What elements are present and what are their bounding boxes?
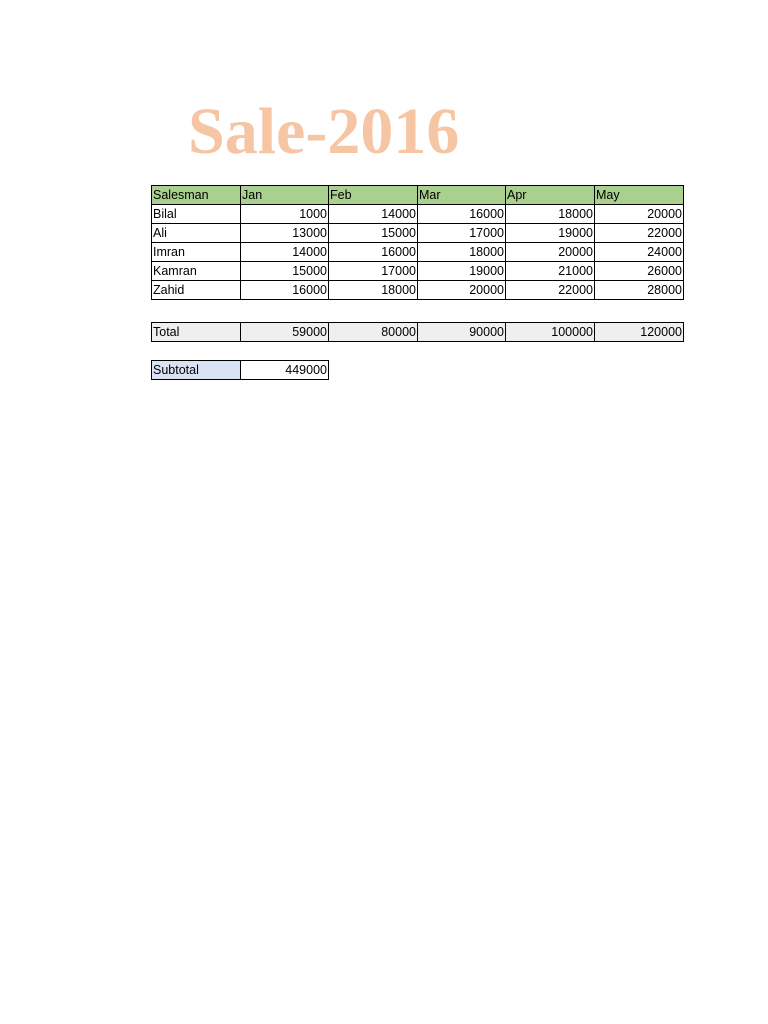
salesman-cell[interactable]: Bilal bbox=[152, 205, 241, 224]
header-cell-jan[interactable]: Jan bbox=[241, 186, 329, 205]
sales-table bbox=[151, 185, 684, 300]
totals-table bbox=[151, 322, 684, 342]
salesman-cell[interactable]: Ali bbox=[152, 224, 241, 243]
value-cell[interactable]: 22000 bbox=[595, 224, 684, 243]
value-cell[interactable]: 15000 bbox=[241, 262, 329, 281]
total-label-cell[interactable]: Total bbox=[152, 323, 241, 342]
header-cell-salesman[interactable]: Salesman bbox=[152, 186, 241, 205]
value-cell[interactable]: 18000 bbox=[418, 243, 506, 262]
value-cell[interactable]: 21000 bbox=[506, 262, 595, 281]
header-cell-feb[interactable]: Feb bbox=[329, 186, 418, 205]
header-cell-mar[interactable]: Mar bbox=[418, 186, 506, 205]
total-row bbox=[152, 323, 684, 342]
value-cell[interactable]: 20000 bbox=[595, 205, 684, 224]
value-cell[interactable]: 15000 bbox=[329, 224, 418, 243]
table-row bbox=[152, 224, 684, 243]
total-value-cell[interactable]: 100000 bbox=[506, 323, 595, 342]
value-cell[interactable]: 26000 bbox=[595, 262, 684, 281]
value-cell[interactable]: 28000 bbox=[595, 281, 684, 300]
value-cell[interactable]: 22000 bbox=[506, 281, 595, 300]
value-cell[interactable]: 24000 bbox=[595, 243, 684, 262]
value-cell[interactable]: 18000 bbox=[506, 205, 595, 224]
salesman-cell[interactable]: Zahid bbox=[152, 281, 241, 300]
table-row bbox=[152, 281, 684, 300]
value-cell[interactable]: 18000 bbox=[329, 281, 418, 300]
value-cell[interactable]: 20000 bbox=[418, 281, 506, 300]
total-value-cell[interactable]: 120000 bbox=[595, 323, 684, 342]
value-cell[interactable]: 1000 bbox=[241, 205, 329, 224]
header-cell-apr[interactable]: Apr bbox=[506, 186, 595, 205]
total-value-cell[interactable]: 80000 bbox=[329, 323, 418, 342]
subtotal-value-cell[interactable]: 449000 bbox=[241, 361, 329, 380]
header-row bbox=[152, 186, 684, 205]
value-cell[interactable]: 19000 bbox=[418, 262, 506, 281]
subtotal-table bbox=[151, 360, 329, 380]
value-cell[interactable]: 14000 bbox=[241, 243, 329, 262]
table-row bbox=[152, 243, 684, 262]
value-cell[interactable]: 13000 bbox=[241, 224, 329, 243]
table-row bbox=[152, 262, 684, 281]
value-cell[interactable]: 16000 bbox=[418, 205, 506, 224]
value-cell[interactable]: 20000 bbox=[506, 243, 595, 262]
value-cell[interactable]: 16000 bbox=[329, 243, 418, 262]
value-cell[interactable]: 16000 bbox=[241, 281, 329, 300]
subtotal-label-cell[interactable]: Subtotal bbox=[152, 361, 241, 380]
table-row bbox=[152, 205, 684, 224]
header-cell-may[interactable]: May bbox=[595, 186, 684, 205]
total-value-cell[interactable]: 90000 bbox=[418, 323, 506, 342]
value-cell[interactable]: 14000 bbox=[329, 205, 418, 224]
total-value-cell[interactable]: 59000 bbox=[241, 323, 329, 342]
salesman-cell[interactable]: Imran bbox=[152, 243, 241, 262]
value-cell[interactable]: 17000 bbox=[329, 262, 418, 281]
value-cell[interactable]: 17000 bbox=[418, 224, 506, 243]
salesman-cell[interactable]: Kamran bbox=[152, 262, 241, 281]
page-title: Sale-2016 bbox=[188, 95, 460, 168]
subtotal-row bbox=[152, 361, 329, 380]
value-cell[interactable]: 19000 bbox=[506, 224, 595, 243]
